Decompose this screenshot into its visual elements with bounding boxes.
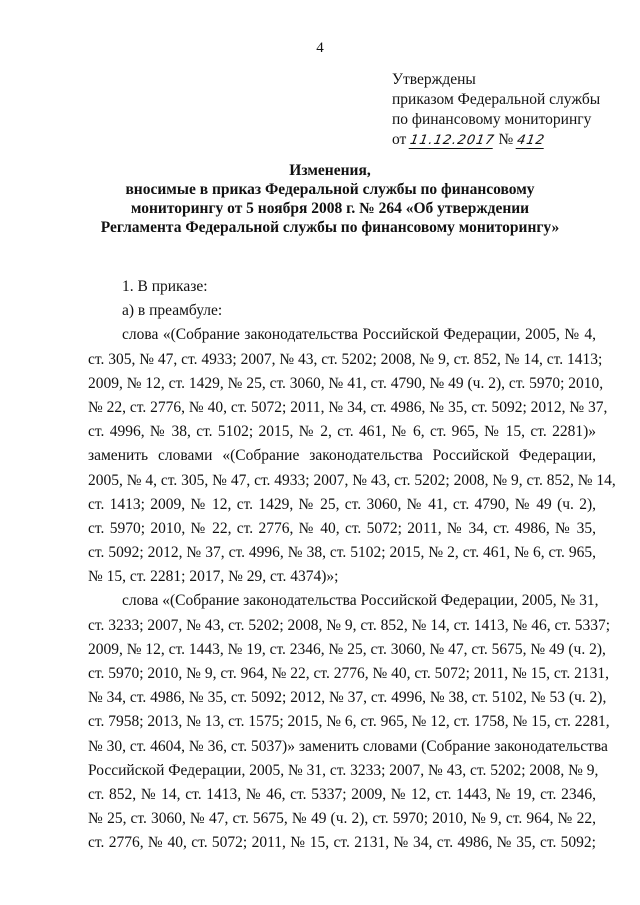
body-text-line: ст. 2776, № 40, ст. 5072; 2011, № 15, ст. 2131, № 34, ст. 4986, № 35, ст. 5092; (88, 834, 596, 852)
body-text-line: ст. 5970; 2010, № 9, ст. 964, № 22, ст. 2776, № 40, ст. 5072; 2011, № 15, ст. 2131, (88, 665, 610, 682)
body-text-line: 1. В приказе: (122, 278, 208, 295)
body-text-line: ст. 5970; 2010, № 22, ст. 2776, № 40, ст. 5072; 2011, № 34, ст. 4986, № 35, (88, 519, 596, 537)
body-text-line: ст. 5092; 2012, № 37, ст. 4996, № 38, ст. 5102; 2015, № 2, ст. 461, № 6, ст. 965, (88, 544, 596, 562)
body-text-line: ст. 3233; 2007, № 43, ст. 5202; 2008, № 9, ст. 852, № 14, ст. 1413, № 46, ст. 5337; (88, 616, 611, 634)
approval-block (392, 70, 622, 150)
body-text-line: 2005, № 4, ст. 305, № 47, ст. 4933; 2007, № 43, ст. 5202; 2008, № 9, ст. 852, № 14, (88, 471, 616, 489)
body-text-line: заменить словами «(Собрание законодательства Российской Федерации, (88, 447, 596, 465)
approval-line: Утверждены (392, 71, 476, 88)
body-text-line: № 30, ст. 4604, № 36, ст. 5037)» заменить словами (Собрание законодательства (88, 737, 608, 755)
document-body (88, 275, 616, 856)
approval-date-line (392, 130, 622, 150)
handwritten-number: 412 (515, 133, 547, 148)
body-text-line: № 15, ст. 2281; 2017, № 29, ст. 4374)»; (88, 568, 339, 586)
title-line: мониторингу от 5 ноября 2008 г. № 264 «Об утверждении (130, 200, 530, 217)
body-text-line: ст. 7958; 2013, № 13, ст. 1575; 2015, № 6, ст. 965, № 12, ст. 1758, № 15, ст. 2281, (88, 713, 610, 731)
body-text-line: слова «(Собрание законодательства Российской Федерации, 2005, № 4, (122, 326, 596, 344)
body-text-line: № 25, ст. 3060, № 47, ст. 5675, № 49 (ч. 2), ст. 5970; 2010, № 9, ст. 964, № 22, (88, 810, 596, 828)
body-text-line: ст. 852, № 14, ст. 1413, № 46, ст. 5337; 2009, № 12, ст. 1443, № 19, ст. 2346, (88, 785, 596, 803)
body-text-line: ст. 305, № 47, ст. 4933; 2007, № 43, ст. 5202; 2008, № 9, ст. 852, № 14, ст. 1413; (88, 350, 603, 368)
body-text-line: слова «(Собрание законодательства Российской Федерации, 2005, № 31, (122, 592, 599, 610)
body-text-line: Российской Федерации, 2005, № 31, ст. 3233; 2007, № 43, ст. 5202; 2008, № 9, (88, 761, 599, 779)
handwritten-date: 11.12.2017 (408, 133, 497, 148)
approval-line: приказом Федеральной службы (392, 91, 601, 108)
body-text-line: а) в преамбуле: (122, 302, 223, 320)
body-text-line: ст. 4996, № 38, ст. 5102; 2015, № 2, ст. 461, № 6, ст. 965, № 15, ст. 2281)» (88, 423, 596, 441)
title-line: вносимые в приказ Федеральной службы по финансовому (125, 181, 535, 198)
title-line: Регламента Федеральной службы по финансовому мониторингу» (100, 219, 560, 236)
number-prefix: № (498, 131, 514, 148)
body-text-line: № 22, ст. 2776, № 40, ст. 5072; 2011, № 34, ст. 4986, № 35, ст. 5092; 2012, № 37, (88, 398, 608, 416)
body-text-line: 2009, № 12, ст. 1429, № 25, ст. 3060, № 41, ст. 4790, № 49 (ч. 2), ст. 5970; 2010, (88, 374, 604, 392)
approval-line: по финансовому мониторингу (392, 111, 592, 128)
document-title (60, 161, 600, 237)
body-text-line: № 34, ст. 4986, № 35, ст. 5092; 2012, № 37, ст. 4996, № 38, ст. 5102, № 53 (ч. 2), (88, 689, 607, 707)
from-prefix: от (392, 131, 407, 148)
body-text-line: ст. 1413; 2009, № 12, ст. 1429, № 25, ст. 3060, № 41, ст. 4790, № 49 (ч. 2), (88, 495, 596, 513)
title-line: Изменения, (289, 162, 371, 179)
page-number: 4 (316, 40, 324, 56)
body-text-line: 2009, № 12, ст. 1443, № 19, ст. 2346, № 25, ст. 3060, № 47, ст. 5675, № 49 (ч. 2), (88, 640, 606, 658)
